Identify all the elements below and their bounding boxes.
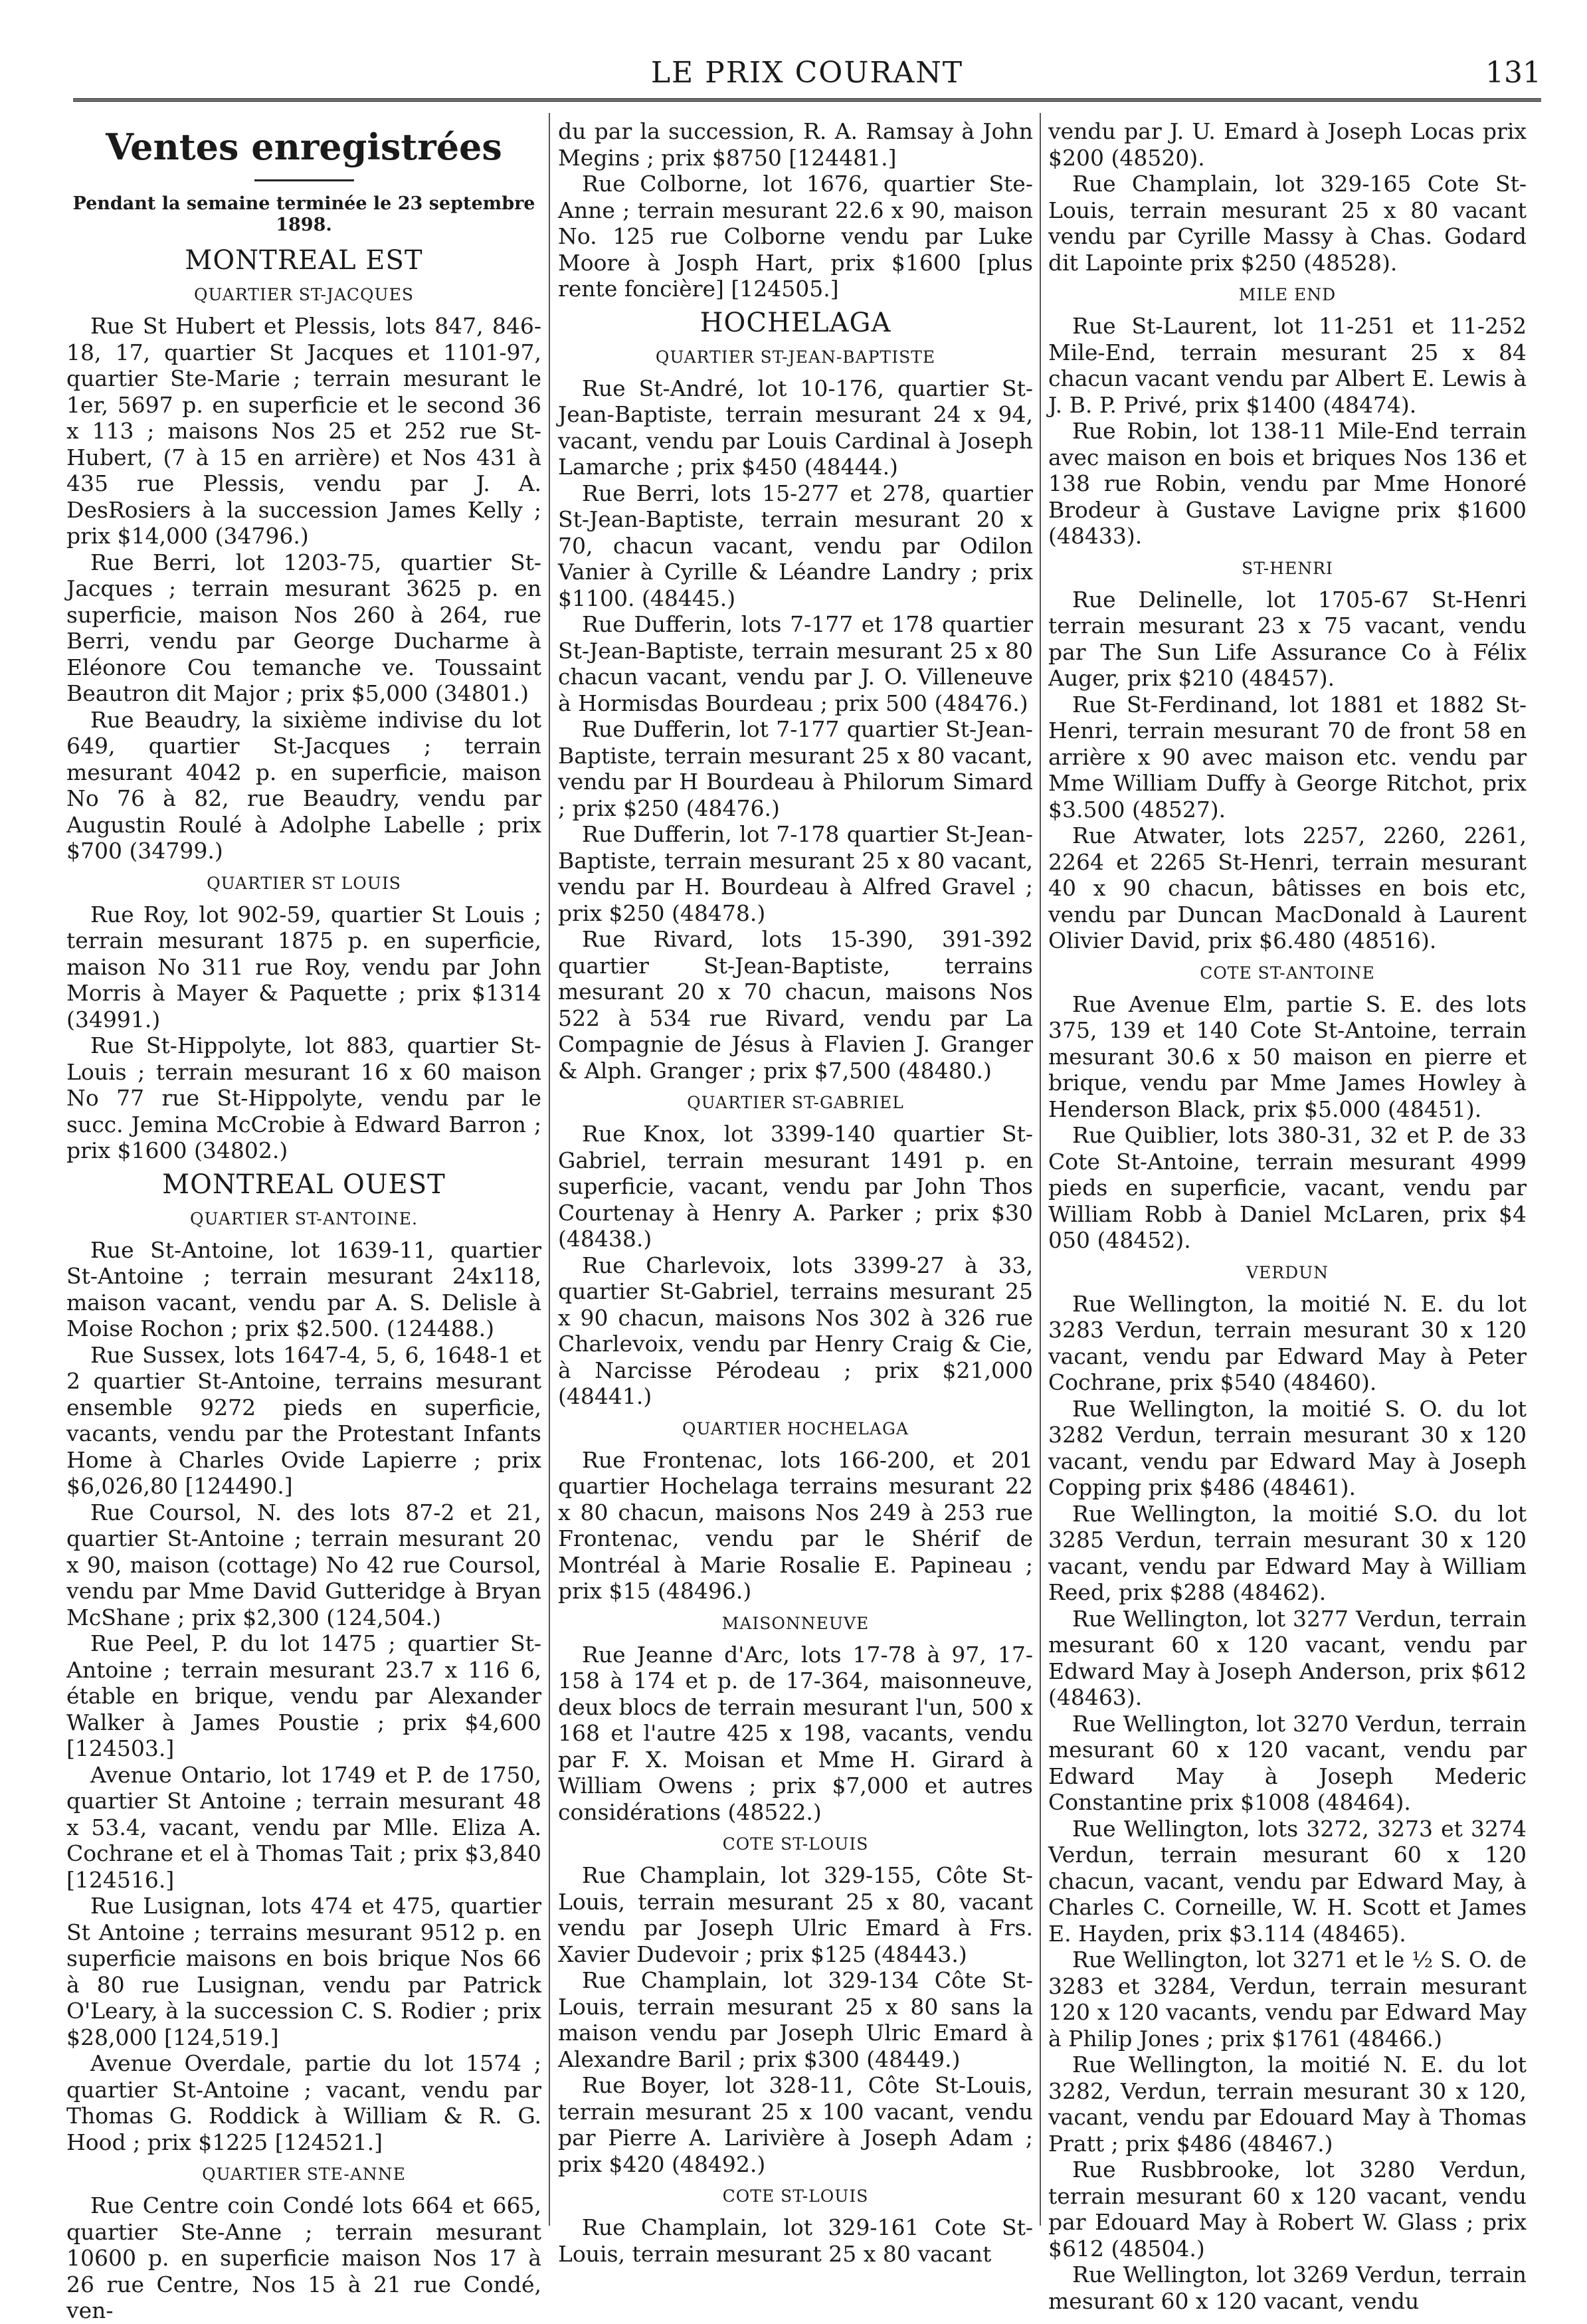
quarter-heading: QUARTIER ST LOUIS	[207, 873, 401, 893]
sale-entry: Rue Rusbbrooke, lot 3280 Verdun, terrain mesurant 60 x 120 vacant, vendu par Edouard May à Robert W. Glass ; prix $612 (48504.)	[1048, 2157, 1527, 2262]
sale-entry: Rue Peel, P. du lot 1475 ; quartier St-Antoine ; terrain mesurant 23.7 x 116 6, étable en brique, vendu par Alexander Walker à James Poustie ; prix $4,600 [124503.]	[66, 1630, 541, 1761]
period-note: Pendant la semaine terminée le 23 septembre 1898.	[72, 193, 535, 235]
sale-entry: Rue Atwater, lots 2257, 2260, 2261, 2264 et 2265 St-Henri, terrain mesurant 40 x 90 chacun, bâtisses en bois etc, vendu par Duncan MacDonald à Laurent Olivier David, prix $6.480 (48516).	[1048, 823, 1527, 953]
column-middle-body	[558, 118, 1033, 2267]
sale-entry: Rue Colborne, lot 1676, quartier Ste-Anne ; terrain mesurant 22.6 x 90, maison No. 125 rue Colborne vendu par Luke Moore à Josph Hart, prix $1600 [plus rente foncière] [124505.]	[558, 171, 1033, 302]
column-divider	[549, 113, 550, 2226]
section-heading: Ventes enregistrées	[106, 126, 502, 168]
sale-entry: Rue Robin, lot 138-11 Mile-End terrain avec maison en bois et briques Nos 136 et 138 rue Robin, vendu par Mme Honoré Brodeur à Gustave Lavigne prix $1600 (48433).	[1048, 418, 1527, 549]
sale-entry: Rue Champlain, lot 329-134 Côte St-Louis, terrain mesurant 25 x 80 sans la maison vendu par Joseph Ulric Emard à Alexandre Baril ; prix $300 (48449.)	[558, 1967, 1033, 2072]
quarter-heading: ST-HENRI	[1242, 558, 1333, 578]
sale-entry: Rue Dufferin, lots 7-177 et 178 quartier St-Jean-Baptiste, terrain mesurant 25 x 80 chacun vacant, vendu par J. O. Villeneuve à Hormisdas Bourdeau ; prix 500 (48476.)	[558, 611, 1033, 716]
quarter-heading: QUARTIER STE-ANNE	[202, 2165, 406, 2184]
column-left-body	[66, 245, 541, 2324]
quarter-heading: QUARTIER ST-JEAN-BAPTISTE	[655, 347, 936, 367]
sale-entry: Rue Dufferin, lot 7-177 quartier St-Jean-Baptiste, terrain mesurant 25 x 80 vacant, vendu par H Bourdeau à Philorum Simard ; prix $250 (48476.)	[558, 716, 1033, 821]
quarter-heading: COTE ST-LOUIS	[722, 1834, 869, 1854]
sale-entry: Rue Centre coin Condé lots 664 et 665, quartier Ste-Anne ; terrain mesurant 10600 p. en superficie maison Nos 17 à 26 rue Centre, Nos 15 à 21 rue Condé, ven-	[66, 2192, 541, 2323]
column-right	[1048, 118, 1527, 2314]
sale-entry: Rue Boyer, lot 328-11, Côte St-Louis, terrain mesurant 25 x 100 vacant, vendu par Pierre A. Larivière à Joseph Adam ; prix $420 (48492.)	[558, 2072, 1033, 2177]
sale-entry: Rue Frontenac, lots 166-200, et 201 quartier Hochelaga terrains mesurant 22 x 80 chacun, maisons Nos 249 à 253 rue Frontenac, vendu par le Shérif de Montréal à Marie Rosalie E. Papineau ; prix $15 (48496.)	[558, 1446, 1033, 1604]
sale-entry: Rue Berri, lot 1203-75, quartier St-Jacques ; terrain mesurant 3625 p. en superficie, maison Nos 260 à 264, rue Berri, vendu par George Ducharme à Eléonore Cou temanche ve. Toussaint Beautron dit Major ; prix $5,000 (34801.)	[66, 549, 541, 706]
sale-entry: Rue Lusignan, lots 474 et 475, quartier St Antoine ; terrains mesurant 9512 p. en superficie maisons en bois brique Nos 66 à 80 rue Lusignan, vendu par Patrick O'Leary, à la succession C. S. Rodier ; prix $28,000 [124,519.]	[66, 1893, 541, 2050]
sale-entry: Rue Champlain, lot 329-155, Côte St-Louis, terrain mesurant 25 x 80, vacant vendu par Joseph Ulric Emard à Frs. Xavier Dudevoir ; prix $125 (48443.)	[558, 1862, 1033, 1967]
sale-entry: Rue Wellington, la moitié S.O. du lot 3285 Verdun, terrain mesurant 30 x 120 vacant, vendu par Edward May à William Reed, prix $288 (48462).	[1048, 1500, 1527, 1605]
publication-title: LE PRIX COURANT	[650, 56, 964, 90]
quarter-heading: MAISONNEUVE	[721, 1613, 870, 1633]
sale-entry-continuation: vendu par J. U. Emard à Joseph Locas prix $200 (48520).	[1048, 118, 1527, 171]
sale-entry: Rue Coursol, N. des lots 87-2 et 21, quartier St-Antoine ; terrain mesurant 20 x 90, maison (cottage) No 42 rue Coursol, vendu par Mme David Gutteridge à Bryan McShane ; prix $2,300 (124,504.)	[66, 1499, 541, 1630]
region-heading: MONTREAL OUEST	[162, 1169, 446, 1200]
quarter-heading: QUARTIER ST-GABRIEL	[687, 1093, 904, 1112]
heading-rule	[254, 179, 354, 181]
region-heading: HOCHELAGA	[700, 307, 891, 338]
sale-entry: Rue Wellington, lot 3277 Verdun, terrain mesurant 60 x 120 vacant, vendu par Edward May à Joseph Anderson, prix $612 (48463).	[1048, 1605, 1527, 1710]
sale-entry: Rue Quiblier, lots 380-31, 32 et P. de 33 Cote St-Antoine, terrain mesurant 4999 pieds en superficie, vacant, vendu par William Robb à Daniel McLaren, prix $4 050 (48452).	[1048, 1122, 1527, 1253]
page-number: 131	[1485, 56, 1541, 90]
quarter-heading: MILE END	[1238, 285, 1337, 304]
sale-entry: Rue St-Hippolyte, lot 883, quartier St-Louis ; terrain mesurant 16 x 60 maison No 77 rue St-Hippolyte, vendu par le succ. Jemina McCrobie à Edward Barron ; prix $1600 (34802.)	[66, 1032, 541, 1163]
sale-entry: Rue Rivard, lots 15-390, 391-392 quartier St-Jean-Baptiste, terrains mesurant 20 x 70 chacun, maisons Nos 522 à 534 rue Rivard, vendu par La Compagnie de Jésus à Flavien J. Granger & Alph. Granger ; prix $7,500 (48480.)	[558, 926, 1033, 1084]
sale-entry: Rue Wellington, lots 3272, 3273 et 3274 Verdun, terrain mesurant 60 x 120 chacun, vacant, vendu par Edward May, à Charles C. Corneille, W. H. Scott et James E. Hayden, prix $3.114 (48465).	[1048, 1815, 1527, 1947]
sale-entry: Rue Wellington, lot 3270 Verdun, terrain mesurant 60 x 120 vacant, vendu par Edward May à Joseph Mederic Constantine prix $1008 (48464).	[1048, 1710, 1527, 1815]
sale-entry: Rue Sussex, lots 1647-4, 5, 6, 1648-1 et 2 quartier St-Antoine, terrains mesurant ensemble 9272 pieds en superficie, vacants, vendu par the Protestant Infants Home à Charles Ovide Lapierre ; prix $6,026,80 [124490.]	[66, 1341, 541, 1499]
sale-entry: Rue Beaudry, la sixième indivise du lot 649, quartier St-Jacques ; terrain mesurant 4042 p. en superficie, maison No 76 à 82, rue Beaudry, vendu par Augustin Roulé à Adolphe Labelle ; prix $700 (34799.)	[66, 706, 541, 864]
sale-entry: Rue Wellington, la moitié N. E. du lot 3283 Verdun, terrain mesurant 30 x 120 vacant, vendu par Edward May à Peter Cochrane, prix $540 (48460).	[1048, 1290, 1527, 1395]
sale-entry: Rue Wellington, la moitié S. O. du lot 3282 Verdun, terrain mesurant 30 x 120 vacant, vendu par Edward May à Joseph Copping prix $486 (48461).	[1048, 1395, 1527, 1500]
sale-entry: Rue St-Antoine, lot 1639-11, quartier St-Antoine ; terrain mesurant 24x118, maison vacant, vendu par A. S. Delisle à Moise Rochon ; prix $2.500. (124488.)	[66, 1236, 541, 1341]
quarter-heading: COTE ST-ANTOINE	[1200, 963, 1375, 983]
sale-entry: Rue Knox, lot 3399-140 quartier St-Gabriel, terrain mesurant 1491 p. en superficie, vacant, vendu par John Thos Courtenay à Henry A. Parker ; prix $30 (48438.)	[558, 1121, 1033, 1252]
sale-entry: Rue Wellington, lot 3271 et le ½ S. O. de 3283 et 3284, Verdun, terrain mesurant 120 x 120 vacants, vendu par Edward May à Philip Jones ; prix $1761 (48466.)	[1048, 1947, 1527, 2052]
sale-entry-continuation: du par la succession, R. A. Ramsay à John Megins ; prix $8750 [124481.]	[558, 118, 1033, 171]
column-right-body	[1048, 118, 1527, 2314]
sale-entry: Rue St-Ferdinand, lot 1881 et 1882 St-Henri, terrain mesurant 70 de front 58 en arrière x 90 avec maison etc. vendu par Mme William Duffy à George Ritchot, prix $3.500 (48527).	[1048, 691, 1527, 823]
column-middle	[558, 118, 1033, 2267]
sale-entry: Rue Champlain, lot 329-161 Cote St-Louis, terrain mesurant 25 x 80 vacant	[558, 2214, 1033, 2267]
quarter-heading: QUARTIER ST-JACQUES	[194, 285, 414, 304]
sale-entry: Rue Delinelle, lot 1705-67 St-Henri terrain mesurant 23 x 75 vacant, vendu par The Sun Life Assurance Co à Félix Auger, prix $210 (48457).	[1048, 586, 1527, 691]
quarter-heading: QUARTIER ST-ANTOINE.	[190, 1209, 418, 1228]
column-left	[66, 118, 541, 2323]
sale-entry: Rue Berri, lots 15-277 et 278, quartier St-Jean-Baptiste, terrain mesurant 20 x 70, chacun vacant, vendu par Odilon Vanier à Cyrille & Léandre Landry ; prix $1100. (48445.)	[558, 480, 1033, 611]
sale-entry: Rue St-Laurent, lot 11-251 et 11-252 Mile-End, terrain mesurant 25 x 84 chacun vacant vendu par Albert E. Lewis à J. B. P. Privé, prix $1400 (48474).	[1048, 313, 1527, 418]
sale-entry: Rue Roy, lot 902-59, quartier St Louis ; terrain mesurant 1875 p. en superficie, maison No 311 rue Roy, vendu par John Morris à Mayer & Paquette ; prix $1314 (34991.)	[66, 901, 541, 1032]
region-heading: MONTREAL EST	[185, 245, 423, 276]
column-divider	[1040, 113, 1041, 2226]
sale-entry: Rue Jeanne d'Arc, lots 17-78 à 97, 17-158 à 174 et p. de 17-364, maisonneuve, deux blocs de terrain mesurant l'un, 500 x 168 et l'autre 425 x 198, vacants, vendu par F. X. Moisan et Mme H. Girard à William Owens ; prix $7,000 et autres considérations (48522.)	[558, 1641, 1033, 1825]
sale-entry: Rue Champlain, lot 329-165 Cote St-Louis, terrain mesurant 25 x 80 vacant vendu par Cyrille Massy à Chas. Godard dit Lapointe prix $250 (48528).	[1048, 171, 1527, 276]
sale-entry: Rue Wellington, lot 3269 Verdun, terrain mesurant 60 x 120 vacant, vendu	[1048, 2262, 1527, 2314]
header-rule	[73, 98, 1541, 103]
sale-entry: Rue St-André, lot 10-176, quartier St-Jean-Baptiste, terrain mesurant 24 x 94, vacant, vendu par Louis Cardinal à Joseph Lamarche ; prix $450 (48444.)	[558, 375, 1033, 480]
quarter-heading: COTE ST-LOUIS	[722, 2186, 869, 2206]
sale-entry: Rue Wellington, la moitié N. E. du lot 3282, Verdun, terrain mesurant 30 x 120, vacant, vendu par Edouard May à Thomas Pratt ; prix $486 (48467.)	[1048, 2052, 1527, 2157]
sale-entry: Rue Dufferin, lot 7-178 quartier St-Jean-Baptiste, terrain mesurant 25 x 80 vacant, vendu par H. Bourdeau à Alfred Gravel ; prix $250 (48478.)	[558, 821, 1033, 926]
sale-entry: Rue St Hubert et Plessis, lots 847, 846-18, 17, quartier St Jacques et 1101-97, quartier Ste-Marie ; terrain mesurant le 1er, 5697 p. en superficie et le second 36 x 113 ; maisons Nos 25 et 252 rue St-Hubert, (7 à 15 en arrière) et Nos 431 à 435 rue Plessis, vendu par J. A. DesRosiers à la succession James Kelly ; prix $14,000 (34796.)	[66, 313, 541, 549]
sale-entry: Rue Avenue Elm, partie S. E. des lots 375, 139 et 140 Cote St-Antoine, terrain mesurant 30.6 x 50 maison en pierre et brique, vendu par Mme James Howley à Henderson Black, prix $5.000 (48451).	[1048, 991, 1527, 1122]
quarter-heading: QUARTIER HOCHELAGA	[682, 1418, 909, 1438]
running-head	[73, 52, 1541, 92]
sale-entry: Rue Charlevoix, lots 3399-27 à 33, quartier St-Gabriel, terrains mesurant 25 x 90 chacun, maisons Nos 302 à 326 rue Charlevoix, vendu par Henry Craig & Cie, à Narcisse Pérodeau ; prix $21,000 (48441.)	[558, 1252, 1033, 1409]
quarter-heading: VERDUN	[1246, 1262, 1329, 1282]
sale-entry: Avenue Ontario, lot 1749 et P. de 1750, quartier St Antoine ; terrain mesurant 48 x 53.4, vacant, vendu par Mlle. Eliza A. Cochrane et el à Thomas Tait ; prix $3,840 [124516.]	[66, 1761, 541, 1893]
sale-entry: Avenue Overdale, partie du lot 1574 ; quartier St-Antoine ; vacant, vendu par Thomas G. Roddick à William & R. G. Hood ; prix $1225 [124521.]	[66, 2050, 541, 2155]
